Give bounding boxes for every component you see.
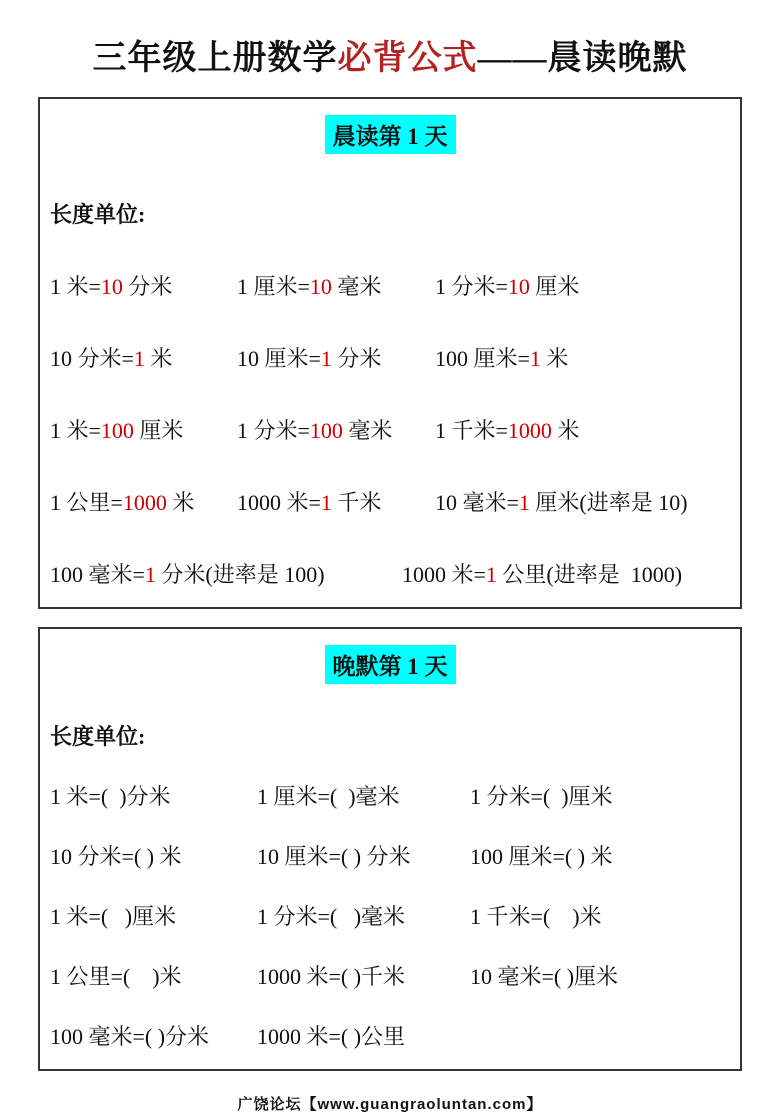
- blank-formula-cell: 100 厘米=( ) 米: [470, 844, 613, 869]
- formula-row: [50, 561, 730, 589]
- blank-formula-row: [50, 843, 730, 871]
- formula-red-value: 1: [518, 490, 530, 515]
- formula-cell: [50, 561, 402, 589]
- formula-red-value: 1: [320, 490, 332, 515]
- formula-red-value: 1: [529, 346, 541, 371]
- evening-box-header: [50, 645, 730, 684]
- formula-text: 毫米: [342, 418, 393, 443]
- blank-formula-row: [50, 963, 730, 991]
- formula-cell: [402, 561, 682, 589]
- blank-formula-cell: 1000 米=( )公里: [257, 1024, 406, 1049]
- blank-formula-cell: 1000 米=( )千米: [257, 964, 406, 989]
- formula-text: 厘米: [529, 274, 580, 299]
- formula-text: 厘米(进率是 10): [529, 490, 688, 515]
- formula-text: 分米: [331, 346, 382, 371]
- formula-cell: [237, 273, 435, 301]
- morning-reading-box: [38, 97, 742, 609]
- formula-text: 米: [540, 346, 569, 371]
- morning-box-header: [50, 115, 730, 154]
- formula-red-value: 10: [507, 274, 530, 299]
- formula-text: 米: [166, 490, 195, 515]
- blank-formula-cell: 1 公里=( )米: [50, 964, 182, 989]
- formula-text: 分米(进率是 100): [155, 562, 325, 587]
- formula-text: 公里(进率是 1000): [496, 562, 683, 587]
- blank-formula-cell: 10 毫米=( )厘米: [470, 964, 619, 989]
- blank-formula-cell: 1 米=( )厘米: [50, 904, 177, 929]
- formula-red-value: 1000: [507, 418, 552, 443]
- formula-cell: [50, 417, 237, 445]
- formula-text: 米: [144, 346, 173, 371]
- formula-row: [50, 417, 730, 445]
- formula-cell: [50, 489, 237, 517]
- formula-red-value: 100: [309, 418, 343, 443]
- formula-red-value: 10: [309, 274, 332, 299]
- morning-day-badge: 晨读第 1 天: [325, 115, 456, 154]
- formula-text: 100 厘米=: [435, 346, 530, 371]
- evening-recitation-box: [38, 627, 742, 1071]
- blank-formula-row: [50, 903, 730, 931]
- formula-text: 千米: [331, 490, 382, 515]
- formula-text: 10 厘米=: [237, 346, 321, 371]
- formula-red-value: 1000: [122, 490, 167, 515]
- formula-text: 1 千米=: [435, 418, 508, 443]
- formula-red-value: 10: [100, 274, 123, 299]
- blank-formula-cell: 1 分米=( )厘米: [470, 784, 613, 809]
- blank-formula-cell: 100 毫米=( )分米: [50, 1024, 210, 1049]
- blank-formula-cell: 1 米=( )分米: [50, 784, 171, 809]
- formula-text: 1 公里=: [50, 490, 123, 515]
- formula-text: 10 毫米=: [435, 490, 519, 515]
- blank-formula-cell: 1 千米=( )米: [470, 904, 602, 929]
- formula-red-value: 1: [485, 562, 497, 587]
- formula-text: 1000 米=: [237, 490, 321, 515]
- formula-text: 分米: [122, 274, 173, 299]
- formula-cell: [50, 345, 237, 373]
- formula-text: 毫米: [331, 274, 382, 299]
- page-title-part2: ——晨读晚默: [477, 40, 688, 77]
- formula-red-value: 1: [144, 562, 156, 587]
- blank-formula-cell: 1 分米=( )毫米: [257, 904, 406, 929]
- formula-text: 1 厘米=: [237, 274, 310, 299]
- formula-text: 1 分米=: [435, 274, 508, 299]
- blank-formula-row: [50, 1023, 730, 1051]
- formula-text: 1000 米=: [402, 562, 486, 587]
- formula-text: 厘米: [133, 418, 184, 443]
- formula-red-value: 100: [100, 418, 134, 443]
- formula-cell: [435, 345, 568, 373]
- formula-cell: [237, 489, 435, 517]
- formula-row: [50, 489, 730, 517]
- evening-day-badge: 晚默第 1 天: [325, 645, 456, 684]
- formula-cell: [435, 489, 688, 517]
- formula-red-value: 1: [133, 346, 145, 371]
- formula-row: [50, 345, 730, 373]
- footer-text: 广饶论坛【www.guangraoluntan.com】: [237, 1096, 543, 1113]
- page-title: [0, 0, 780, 79]
- blank-formula-cell: 10 厘米=( ) 分米: [257, 844, 411, 869]
- formula-text: 100 毫米=: [50, 562, 145, 587]
- formula-text: 1 米=: [50, 418, 101, 443]
- evening-section-label: 长度单位:: [50, 724, 146, 749]
- formula-cell: [237, 417, 435, 445]
- formula-text: 1 分米=: [237, 418, 310, 443]
- blank-formula-cell: 1 厘米=( )毫米: [257, 784, 400, 809]
- blank-formula-row: [50, 783, 730, 811]
- formula-cell: [50, 273, 237, 301]
- formula-row: [50, 273, 730, 301]
- blank-formula-cell: 10 分米=( ) 米: [50, 844, 182, 869]
- formula-text: 10 分米=: [50, 346, 134, 371]
- formula-red-value: 1: [320, 346, 332, 371]
- formula-cell: [435, 273, 579, 301]
- formula-text: 1 米=: [50, 274, 101, 299]
- page-title-highlight: 必背公式: [337, 40, 478, 77]
- formula-text: 米: [551, 418, 580, 443]
- formula-cell: [435, 417, 579, 445]
- page-title-part1: 三年级上册数学: [92, 40, 338, 77]
- morning-section-label: 长度单位:: [50, 202, 146, 227]
- formula-cell: [237, 345, 435, 373]
